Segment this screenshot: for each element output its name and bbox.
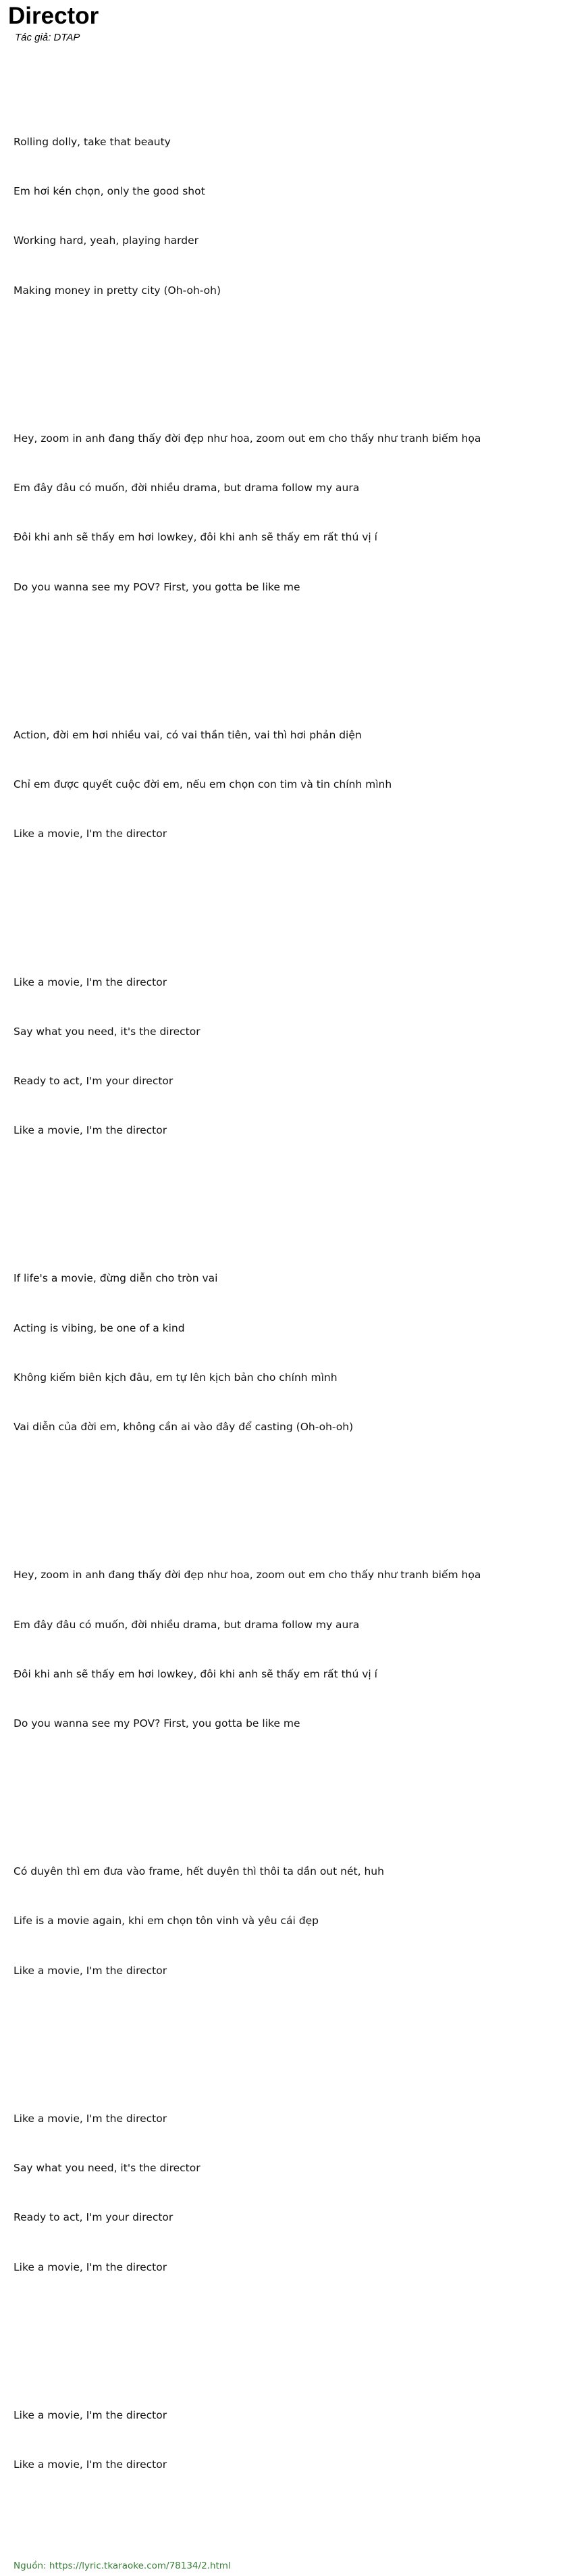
lyrics-stanza [14, 397, 583, 628]
lyrics-line: Do you wanna see my POV? First, you gotta be like me [14, 580, 300, 593]
lyrics-stanza [14, 2077, 583, 2308]
lyrics-line: Có duyên thì em đưa vào frame, hết duyên thì thôi ta dần out nét, huh [14, 1865, 384, 1878]
lyrics-line: If life's a movie, đừng diễn cho tròn vai [14, 1272, 218, 1285]
lyrics-line: Hey, zoom in anh đang thấy đời đẹp như hoa, zoom out em cho thấy như tranh biếm họa [14, 432, 481, 445]
lyrics-line: Ready to act, I'm your director [14, 2211, 173, 2224]
lyrics-line: Ready to act, I'm your director [14, 1074, 173, 1087]
lyrics-line: Acting is vibing, be one of a kind [14, 1321, 185, 1334]
lyrics-line: Rolling dolly, take that beauty [14, 136, 171, 149]
lyrics-line: Say what you need, it's the director [14, 1025, 201, 1038]
page-title: Director [8, 3, 99, 29]
lyrics-line: Em đây đâu có muốn, đời nhiều drama, but drama follow my aura [14, 1618, 360, 1631]
lyrics-line: Hey, zoom in anh đang thấy đời đẹp như hoa, zoom out em cho thấy như tranh biếm họa [14, 1569, 481, 1582]
lyrics-line: Do you wanna see my POV? First, you gotta be like me [14, 1717, 300, 1729]
lyrics-line: Like a movie, I'm the director [14, 2112, 167, 2125]
lyrics-stanza [14, 941, 583, 1172]
lyrics-line: Like a movie, I'm the director [14, 828, 167, 840]
author-line: Tác giả: DTAP [15, 32, 80, 43]
lyrics-line: Action, đời em hơi nhiều vai, có vai thần tiên, vai thì hơi phản diện [14, 728, 362, 741]
lyrics-line: Em đây đâu có muốn, đời nhiều drama, but drama follow my aura [14, 482, 360, 495]
lyrics-line: Making money in pretty city (Oh-oh-oh) [14, 284, 221, 297]
lyrics-line: Life is a movie again, khi em chọn tôn vinh và yêu cái đẹp [14, 1915, 319, 1927]
lyrics-line: Vai diễn của đời em, không cần ai vào đây để casting (Oh-oh-oh) [14, 1421, 354, 1434]
lyrics-line: Like a movie, I'm the director [14, 1124, 167, 1137]
lyrics-line: Đôi khi anh sẽ thấy em hơi lowkey, đôi khi anh sẽ thấy em rất thú vị í [14, 531, 377, 544]
lyrics-body [14, 51, 583, 2560]
lyrics-line: Không kiếm biên kịch đâu, em tự lên kịch bản cho chính mình [14, 1371, 338, 1384]
lyrics-line: Like a movie, I'm the director [14, 2261, 167, 2273]
lyrics-line: Working hard, yeah, playing harder [14, 234, 199, 247]
lyrics-line: Like a movie, I'm the director [14, 2458, 167, 2471]
lyrics-stanza [14, 2374, 583, 2506]
lyrics-stanza [14, 1238, 583, 1469]
source-line [14, 2560, 583, 2572]
lyrics-stanza [14, 1534, 583, 1765]
lyrics-line: Like a movie, I'm the director [14, 1964, 167, 1977]
lyrics-stanza [14, 1830, 583, 2011]
lyrics-line: Like a movie, I'm the director [14, 976, 167, 988]
lyrics-stanza [14, 694, 583, 875]
source-link[interactable]: https://lyric.tkaraoke.com/78134/2.html [49, 2560, 231, 2571]
lyrics-line: Like a movie, I'm the director [14, 2408, 167, 2421]
lyrics-line: Chỉ em được quyết cuộc đời em, nếu em chọn con tim và tin chính mình [14, 778, 392, 791]
lyrics-stanza [14, 101, 583, 332]
lyrics-line: Say what you need, it's the director [14, 2162, 201, 2175]
lyrics-line: Đôi khi anh sẽ thấy em hơi lowkey, đôi khi anh sẽ thấy em rất thú vị í [14, 1667, 377, 1680]
lyrics-line: Em hơi kén chọn, only the good shot [14, 185, 205, 198]
source-label: Nguồn: [14, 2560, 49, 2571]
